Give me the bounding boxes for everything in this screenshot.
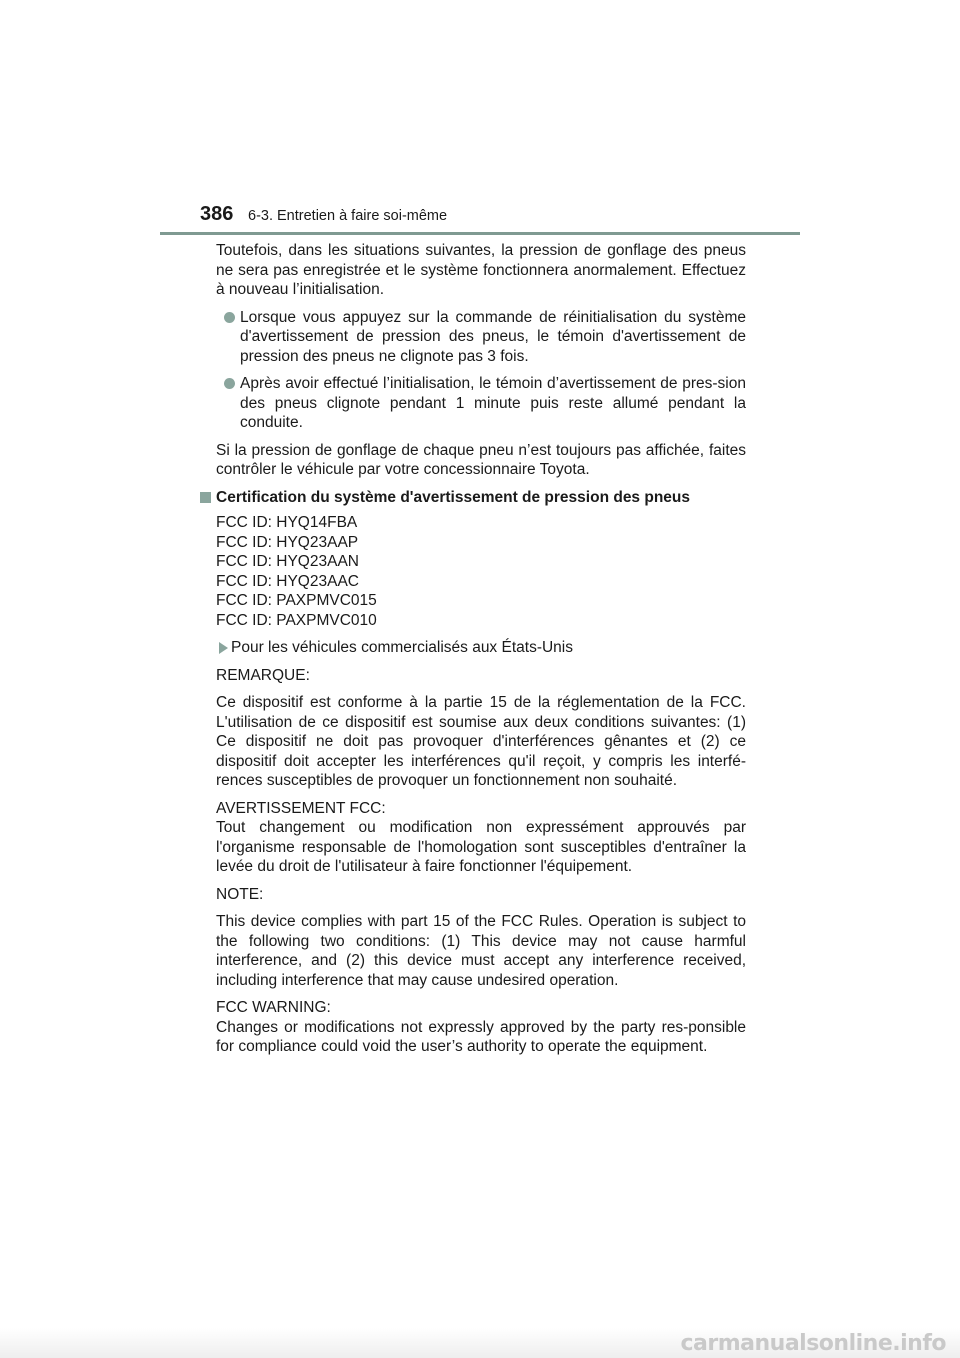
section-header: 6-3. Entretien à faire soi-même	[248, 208, 448, 224]
fcc-id: FCC ID: HYQ23AAN	[216, 553, 359, 570]
fcc-id-list	[216, 513, 746, 630]
remarque-text: Ce dispositif est conforme à la partie 15 de la réglementation de la FCC. L'utilisation de ce dispositif est soumise aux deux conditions suivantes: (1) Ce dispositif ne doit pas provoquer d'interférences gênantes et (2) ce dispositif doit accepter les interférences qu'il reçoit, y compris les interfé-rences susceptibles de provoquer un fonctionnement non souhaité.	[216, 694, 746, 789]
list-item	[216, 374, 746, 433]
fcc-id: FCC ID: PAXPMVC015	[216, 592, 377, 609]
bullet-text: Après avoir effectué l’initialisation, le témoin d’avertissement de pres-sion des pneus clignote pendant 1 minute puis reste allumé pendant la conduite.	[240, 375, 746, 431]
header-rule	[160, 232, 800, 235]
cert-heading	[216, 488, 746, 508]
page-number: 386	[200, 203, 234, 225]
after-bullets-paragraph: Si la pression de gonflage de chaque pneu n’est toujours pas affichée, faites contrôler le véhicule par votre concessionnaire Toyota.	[216, 441, 746, 478]
page-content	[216, 241, 746, 1065]
note-label: NOTE:	[216, 885, 264, 903]
warning-label: FCC WARNING:	[216, 999, 331, 1016]
cert-heading-text: Certification du système d'avertissement de pression des pneus	[216, 488, 691, 506]
region-text: Pour les véhicules commercialisés aux États-Unis	[231, 639, 573, 656]
avert-text: Tout changement ou modification non expressément approuvés par l'organisme responsable de l'homologation sont susceptibles d'entraîner la levée du droit de l'utilisateur à faire fonctionner l'équipement.	[216, 819, 746, 875]
square-bullet-icon	[200, 492, 211, 503]
note-text: This device complies with part 15 of the FCC Rules. Operation is subject to the following two conditions: (1) This device may not cause harmful interference, and (2) this device must accept any interference received, including interference that may cause undesired operation.	[216, 913, 746, 989]
watermark-text[interactable]: carmanualsonline.info	[680, 1331, 946, 1356]
avert-label: AVERTISSEMENT FCC:	[216, 799, 386, 817]
fcc-id: FCC ID: HYQ14FBA	[216, 514, 358, 531]
fcc-id: FCC ID: HYQ23AAP	[216, 533, 359, 551]
circle-bullet-icon	[224, 312, 235, 323]
triangle-arrow-icon	[219, 642, 228, 654]
region-item	[216, 638, 746, 658]
fcc-id: FCC ID: PAXPMVC010	[216, 611, 377, 629]
remarque-label: REMARQUE:	[216, 666, 310, 684]
watermark-bar	[0, 1328, 960, 1358]
bullet-text: Lorsque vous appuyez sur la commande de réinitialisation du système d'avertissement de pression des pneus, le témoin d'avertissement de pression des pneus ne clignote pas 3 fois.	[240, 308, 746, 365]
circle-bullet-icon	[224, 378, 235, 389]
fcc-id: FCC ID: HYQ23AAC	[216, 572, 359, 590]
warning-text: Changes or modifications not expressly approved by the party res-ponsible for compliance could void the user’s authority to operate the equipment.	[216, 1018, 746, 1055]
list-item	[216, 308, 746, 367]
intro-paragraph: Toutefois, dans les situations suivantes, la pression de gonflage des pneus ne sera pas enregistrée et le système fonctionnera anormalement. Effectuez à nouveau l’initialisation.	[216, 242, 746, 298]
